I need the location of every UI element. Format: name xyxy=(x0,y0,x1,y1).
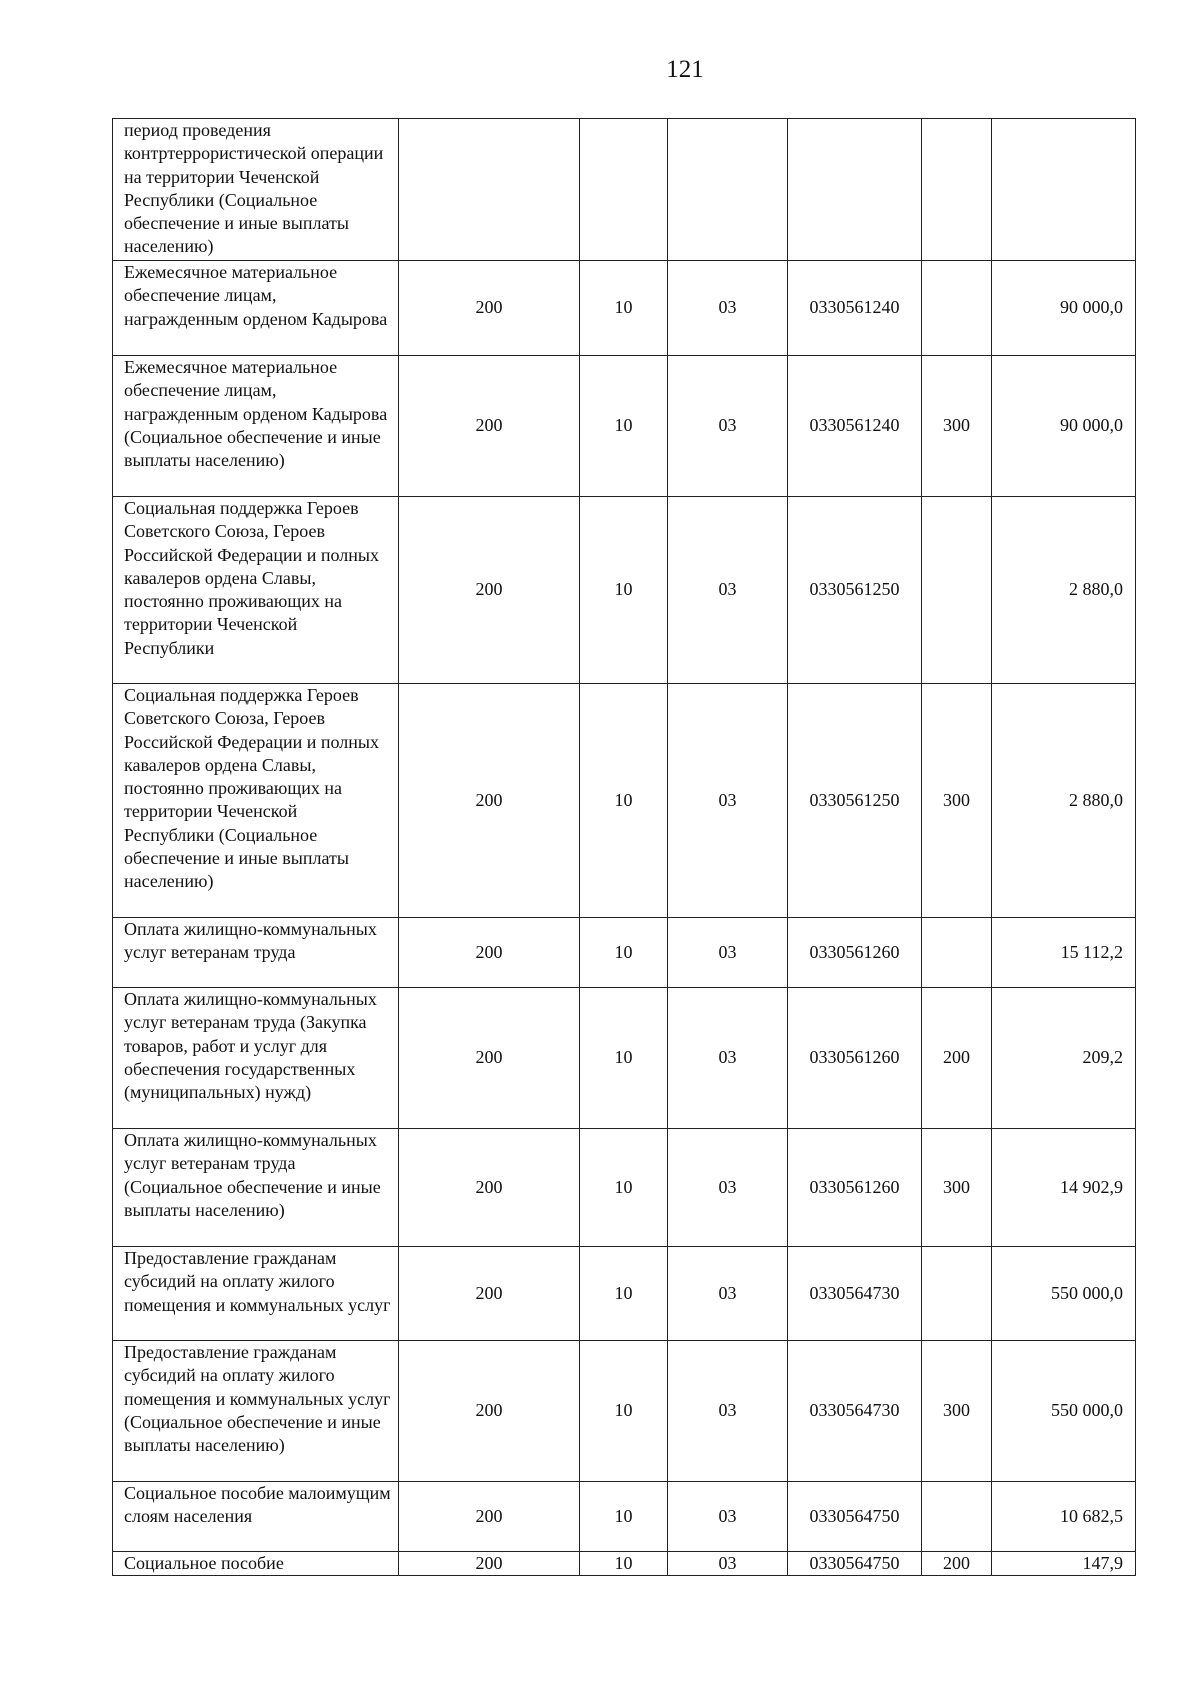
table-row xyxy=(113,1247,1136,1341)
ministry-code: 200 xyxy=(399,684,580,918)
amount: 15 112,2 xyxy=(992,918,1136,988)
expense-type-code: 200 xyxy=(922,1552,992,1576)
expense-type-code xyxy=(922,497,992,684)
ministry-code: 200 xyxy=(399,988,580,1129)
table-row xyxy=(113,356,1136,497)
section-code: 10 xyxy=(580,988,668,1129)
ministry-code xyxy=(399,119,580,261)
table-row xyxy=(113,684,1136,918)
row-name: Ежемесячное материальное обеспечение лицам, награжденным орденом Кадырова xyxy=(113,261,399,356)
section-code: 10 xyxy=(580,684,668,918)
expense-type-code: 300 xyxy=(922,1341,992,1482)
table-row xyxy=(113,988,1136,1129)
subsection-code: 03 xyxy=(668,261,788,356)
row-name: Ежемесячное материальное обеспечение лицам, награжденным орденом Кадырова (Социальное обеспечение и иные выплаты населению) xyxy=(113,356,399,497)
amount xyxy=(992,119,1136,261)
row-name: Предоставление гражданам субсидий на оплату жилого помещения и коммунальных услуг (Социальное обеспечение и иные выплаты населению) xyxy=(113,1341,399,1482)
target-article-code: 0330561250 xyxy=(788,497,922,684)
section-code: 10 xyxy=(580,261,668,356)
target-article-code: 0330564730 xyxy=(788,1341,922,1482)
expense-type-code xyxy=(922,1482,992,1552)
ministry-code: 200 xyxy=(399,1247,580,1341)
row-name: Социальная поддержка Героев Советского Союза, Героев Российской Федерации и полных кавалеров ордена Славы, постоянно проживающих на территории Чеченской Республики (Социальное обеспечение и иные выплаты населению) xyxy=(113,684,399,918)
row-name: Социальная поддержка Героев Советского Союза, Героев Российской Федерации и полных кавалеров ордена Славы, постоянно проживающих на территории Чеченской Республики xyxy=(113,497,399,684)
amount: 90 000,0 xyxy=(992,261,1136,356)
table-row xyxy=(113,497,1136,684)
row-name: Социальное пособие малоимущим слоям населения xyxy=(113,1482,399,1552)
table-row xyxy=(113,1552,1136,1576)
section-code xyxy=(580,119,668,261)
ministry-code: 200 xyxy=(399,497,580,684)
subsection-code: 03 xyxy=(668,1341,788,1482)
target-article-code: 0330561260 xyxy=(788,988,922,1129)
target-article-code: 0330561250 xyxy=(788,684,922,918)
target-article-code: 0330564730 xyxy=(788,1247,922,1341)
expense-type-code xyxy=(922,1247,992,1341)
ministry-code: 200 xyxy=(399,1129,580,1247)
ministry-code: 200 xyxy=(399,918,580,988)
section-code: 10 xyxy=(580,1247,668,1341)
section-code: 10 xyxy=(580,1482,668,1552)
section-code: 10 xyxy=(580,1341,668,1482)
subsection-code: 03 xyxy=(668,1552,788,1576)
table-row xyxy=(113,261,1136,356)
ministry-code: 200 xyxy=(399,1482,580,1552)
expense-type-code: 300 xyxy=(922,684,992,918)
table-row xyxy=(113,1129,1136,1247)
subsection-code: 03 xyxy=(668,497,788,684)
ministry-code: 200 xyxy=(399,356,580,497)
subsection-code: 03 xyxy=(668,918,788,988)
row-name: Оплата жилищно-коммунальных услуг ветеранам труда xyxy=(113,918,399,988)
amount: 2 880,0 xyxy=(992,497,1136,684)
expense-type-code xyxy=(922,261,992,356)
amount: 147,9 xyxy=(992,1552,1136,1576)
amount: 550 000,0 xyxy=(992,1247,1136,1341)
subsection-code xyxy=(668,119,788,261)
row-name: период проведения контртеррористической операции на территории Чеченской Республики (Социальное обеспечение и иные выплаты населению) xyxy=(113,119,399,261)
target-article-code: 0330561240 xyxy=(788,356,922,497)
target-article-code: 0330561260 xyxy=(788,918,922,988)
subsection-code: 03 xyxy=(668,1482,788,1552)
subsection-code: 03 xyxy=(668,356,788,497)
target-article-code xyxy=(788,119,922,261)
subsection-code: 03 xyxy=(668,1129,788,1247)
expense-type-code: 200 xyxy=(922,988,992,1129)
table-row xyxy=(113,918,1136,988)
target-article-code: 0330564750 xyxy=(788,1552,922,1576)
amount: 90 000,0 xyxy=(992,356,1136,497)
amount: 2 880,0 xyxy=(992,684,1136,918)
row-name: Социальное пособие xyxy=(113,1552,399,1576)
section-code: 10 xyxy=(580,356,668,497)
target-article-code: 0330561240 xyxy=(788,261,922,356)
budget-table xyxy=(112,118,1136,1576)
target-article-code: 0330561260 xyxy=(788,1129,922,1247)
page-number: 121 xyxy=(666,56,704,83)
section-code: 10 xyxy=(580,918,668,988)
ministry-code: 200 xyxy=(399,261,580,356)
amount: 550 000,0 xyxy=(992,1341,1136,1482)
target-article-code: 0330564750 xyxy=(788,1482,922,1552)
row-name: Предоставление гражданам субсидий на оплату жилого помещения и коммунальных услуг xyxy=(113,1247,399,1341)
section-code: 10 xyxy=(580,1129,668,1247)
section-code: 10 xyxy=(580,1552,668,1576)
row-name: Оплата жилищно-коммунальных услуг ветеранам труда (Закупка товаров, работ и услуг для обеспечения государственных (муниципальных) нужд) xyxy=(113,988,399,1129)
table-row xyxy=(113,1482,1136,1552)
subsection-code: 03 xyxy=(668,988,788,1129)
expense-type-code xyxy=(922,918,992,988)
expense-type-code: 300 xyxy=(922,356,992,497)
ministry-code: 200 xyxy=(399,1341,580,1482)
amount: 14 902,9 xyxy=(992,1129,1136,1247)
subsection-code: 03 xyxy=(668,684,788,918)
row-name: Оплата жилищно-коммунальных услуг ветеранам труда (Социальное обеспечение и иные выплаты населению) xyxy=(113,1129,399,1247)
amount: 10 682,5 xyxy=(992,1482,1136,1552)
ministry-code: 200 xyxy=(399,1552,580,1576)
table-row xyxy=(113,1341,1136,1482)
table-row xyxy=(113,119,1136,261)
section-code: 10 xyxy=(580,497,668,684)
subsection-code: 03 xyxy=(668,1247,788,1341)
expense-type-code: 300 xyxy=(922,1129,992,1247)
amount: 209,2 xyxy=(992,988,1136,1129)
expense-type-code xyxy=(922,119,992,261)
